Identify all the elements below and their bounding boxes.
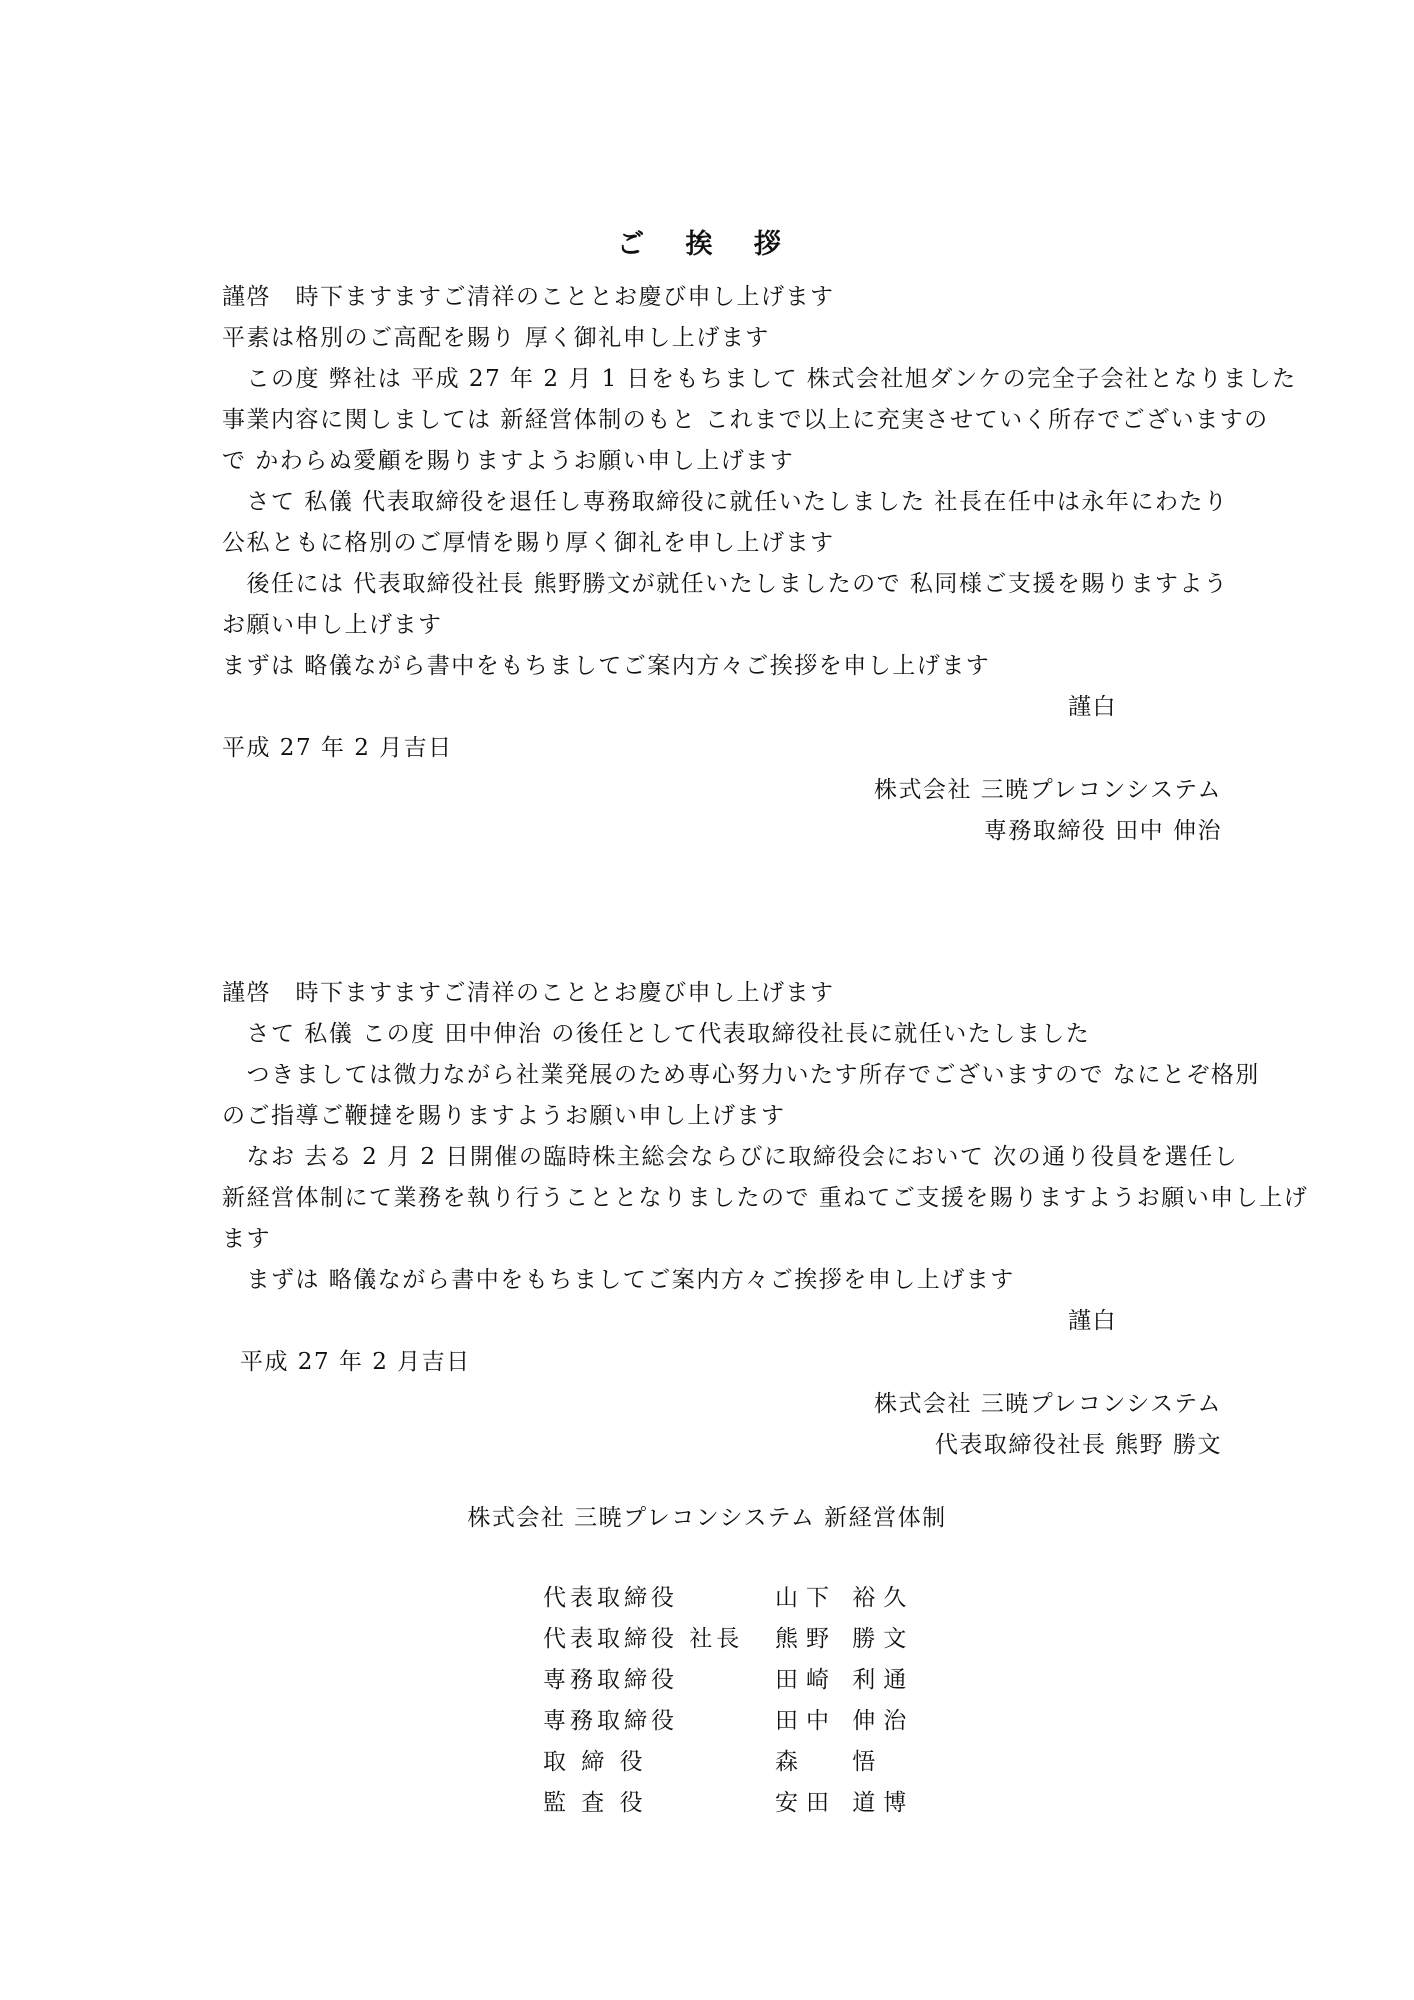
letter1-line: お願い申し上げます xyxy=(222,612,443,638)
letter1-line: まずは 略儀ながら書中をもちましてご案内方々ご挨拶を申し上げます xyxy=(222,653,991,679)
member-role: 代表取締役 社長 xyxy=(543,1626,744,1652)
greeting-title: ご 挨 拶 xyxy=(617,229,797,260)
member-role: 取 締 役 xyxy=(543,1749,647,1775)
letter2-line: ます xyxy=(222,1226,271,1252)
letter2-line: 新経営体制にて業務を執り行うこととなりましたので 重ねてご支援を賜りますようお願い申し上げ xyxy=(222,1185,1309,1211)
letter2-line: のご指導ご鞭撻を賜りますようお願い申し上げます xyxy=(222,1103,786,1129)
letter1-line: 謹啓 時下ますますご清祥のこととお慶び申し上げます xyxy=(222,284,835,310)
letter2-line: つきましては微力ながら社業発展のため専心努力いたす所存でございますので なにとぞ格別 xyxy=(222,1062,1260,1088)
letter1-signer: 専務取締役 田中 伸治 xyxy=(983,818,1222,844)
member-name: 熊野 勝文 xyxy=(775,1626,915,1652)
letter1-line: 事業内容に関しましては 新経営体制のもと これまで以上に充実させていく所存でございますの xyxy=(222,407,1269,433)
letter2-line: なお 去る 2 月 2 日開催の臨時株主総会ならびに取締役会において 次の通り役員を選任し xyxy=(222,1144,1239,1170)
member-role: 代表取締役 xyxy=(543,1585,678,1611)
member-role: 専務取締役 xyxy=(543,1667,678,1693)
letter1-line: 公私ともに格別のご厚情を賜り厚く御礼を申し上げます xyxy=(222,530,835,556)
letter1-line: で かわらぬ愛顧を賜りますようお願い申し上げます xyxy=(222,448,795,474)
letter1-line: 後任には 代表取締役社長 熊野勝文が就任いたしましたので 私同様ご支援を賜りますよう xyxy=(222,571,1229,597)
member-name: 森 悟 xyxy=(775,1749,884,1775)
letter2-signer: 代表取締役社長 熊野 勝文 xyxy=(934,1432,1222,1458)
member-name: 田崎 利通 xyxy=(775,1667,915,1693)
letter2-date: 平成 27 年 2 月吉日 xyxy=(240,1349,471,1375)
member-name: 安田 道博 xyxy=(775,1790,915,1816)
letter1-date: 平成 27 年 2 月吉日 xyxy=(222,735,453,761)
letter2-closing: 謹白 xyxy=(1068,1308,1117,1334)
letter2-line: 謹啓 時下ますますご清祥のこととお慶び申し上げます xyxy=(222,980,835,1006)
letter1-line: 平素は格別のご高配を賜り 厚く御礼申し上げます xyxy=(222,325,770,351)
letter2-line: まずは 略儀ながら書中をもちましてご案内方々ご挨拶を申し上げます xyxy=(222,1267,1015,1293)
letter2-line: さて 私儀 この度 田中伸治 の後任として代表取締役社長に就任いたしました xyxy=(222,1021,1091,1047)
member-role: 専務取締役 xyxy=(543,1708,678,1734)
management-heading: 株式会社 三暁プレコンシステム 新経営体制 xyxy=(467,1505,947,1531)
letter1-closing: 謹白 xyxy=(1068,694,1117,720)
letter2-company: 株式会社 三暁プレコンシステム xyxy=(873,1391,1222,1417)
member-role: 監 査 役 xyxy=(543,1790,647,1816)
letter1-line: さて 私儀 代表取締役を退任し専務取締役に就任いたしました 社長在任中は永年にわたり xyxy=(222,489,1229,515)
letter1-line: この度 弊社は 平成 27 年 2 月 1 日をもちまして 株式会社旭ダンケの完全子会社となりました xyxy=(222,366,1297,392)
letter1-company: 株式会社 三暁プレコンシステム xyxy=(873,777,1222,803)
member-name: 山下 裕久 xyxy=(775,1585,915,1611)
member-name: 田中 伸治 xyxy=(775,1708,915,1734)
